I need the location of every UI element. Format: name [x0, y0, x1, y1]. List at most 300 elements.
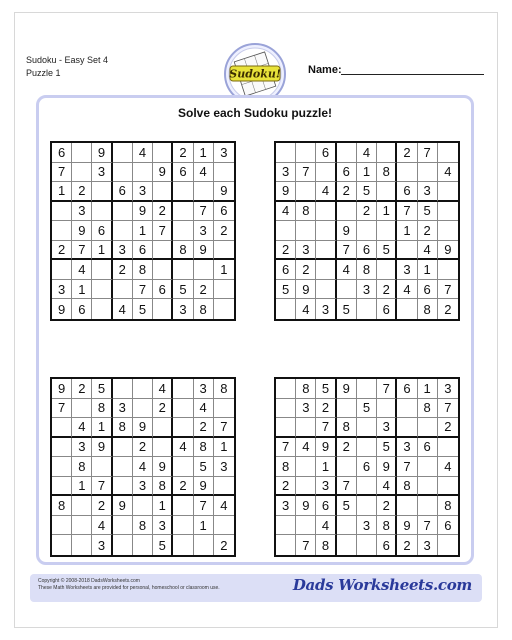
sudoku-cell[interactable]: 3 [296, 399, 316, 419]
sudoku-cell[interactable]: 3 [52, 280, 72, 300]
sudoku-cell[interactable] [173, 260, 193, 280]
sudoku-cell[interactable]: 9 [194, 477, 214, 497]
sudoku-cell[interactable] [113, 477, 133, 497]
sudoku-cell[interactable] [337, 535, 357, 555]
sudoku-cell[interactable] [173, 496, 193, 516]
sudoku-cell[interactable]: 4 [72, 418, 92, 438]
sudoku-cell[interactable]: 2 [220, 537, 228, 553]
sudoku-cell[interactable]: 3 [418, 182, 438, 202]
sudoku-cell[interactable] [357, 221, 377, 241]
sudoku-cell[interactable]: 7 [296, 535, 316, 555]
sudoku-cell[interactable] [418, 457, 438, 477]
sudoku-cell[interactable] [418, 477, 438, 497]
sudoku-cell[interactable]: 8 [173, 241, 193, 261]
sudoku-cell[interactable]: 4 [418, 241, 438, 261]
sudoku-cell[interactable]: 6 [377, 299, 397, 319]
sudoku-cell[interactable]: 2 [357, 202, 377, 222]
sudoku-cell[interactable]: 5 [133, 299, 153, 319]
sudoku-cell[interactable]: 5 [377, 241, 397, 261]
sudoku-cell[interactable]: 9 [52, 379, 72, 399]
sudoku-cell[interactable] [92, 182, 112, 202]
sudoku-cell[interactable]: 7 [397, 457, 417, 477]
sudoku-cell[interactable]: 6 [133, 241, 153, 261]
sudoku-cell[interactable]: 7 [337, 241, 357, 261]
sudoku-cell[interactable]: 2 [337, 438, 357, 458]
sudoku-cell[interactable]: 8 [418, 399, 438, 419]
sudoku-cell[interactable] [276, 399, 296, 419]
sudoku-cell[interactable] [438, 477, 458, 497]
sudoku-cell[interactable]: 2 [276, 477, 296, 497]
sudoku-cell[interactable] [337, 399, 357, 419]
sudoku-cell[interactable]: 5 [377, 438, 397, 458]
sudoku-cell[interactable]: 4 [296, 438, 316, 458]
sudoku-cell[interactable]: 8 [113, 418, 133, 438]
sudoku-cell[interactable]: 6 [276, 260, 296, 280]
sudoku-cell[interactable]: 7 [397, 202, 417, 222]
sudoku-cell[interactable] [153, 143, 173, 163]
sudoku-cell[interactable] [72, 399, 92, 419]
sudoku-cell[interactable]: 4 [357, 143, 377, 163]
sudoku-cell[interactable]: 2 [52, 241, 72, 261]
sudoku-cell[interactable]: 3 [357, 516, 377, 536]
sudoku-cell[interactable] [316, 163, 336, 183]
sudoku-cell[interactable] [214, 399, 234, 419]
sudoku-cell[interactable] [173, 457, 193, 477]
sudoku-cell[interactable] [337, 280, 357, 300]
sudoku-cell[interactable]: 8 [316, 535, 336, 555]
sudoku-cell[interactable] [316, 280, 336, 300]
sudoku-cell[interactable] [153, 241, 173, 261]
sudoku-cell[interactable]: 2 [444, 301, 452, 317]
sudoku-cell[interactable] [296, 182, 316, 202]
sudoku-cell[interactable]: 4 [72, 260, 92, 280]
sudoku-cell[interactable]: 2 [296, 260, 316, 280]
sudoku-cell[interactable]: 7 [296, 163, 316, 183]
sudoku-cell[interactable]: 3 [153, 516, 173, 536]
sudoku-cell[interactable] [52, 477, 72, 497]
sudoku-cell[interactable] [173, 399, 193, 419]
sudoku-cell[interactable] [92, 260, 112, 280]
sudoku-cell[interactable] [316, 202, 336, 222]
sudoku-cell[interactable] [397, 496, 417, 516]
sudoku-cell[interactable]: 4 [316, 182, 336, 202]
sudoku-cell[interactable]: 5 [337, 299, 357, 319]
sudoku-cell[interactable] [337, 516, 357, 536]
sudoku-cell[interactable]: 6 [357, 241, 377, 261]
sudoku-cell[interactable] [153, 418, 173, 438]
sudoku-cell[interactable] [113, 516, 133, 536]
sudoku-cell[interactable] [316, 241, 336, 261]
sudoku-cell[interactable]: 7 [418, 516, 438, 536]
sudoku-cell[interactable]: 4 [438, 163, 458, 183]
sudoku-cell[interactable]: 3 [72, 202, 92, 222]
sudoku-cell[interactable]: 6 [153, 280, 173, 300]
sudoku-cell[interactable] [92, 299, 112, 319]
sudoku-cell[interactable]: 3 [194, 221, 214, 241]
sudoku-cell[interactable] [377, 143, 397, 163]
sudoku-cell[interactable]: 1 [418, 379, 438, 399]
sudoku-cell[interactable] [194, 260, 214, 280]
sudoku-cell[interactable] [276, 221, 296, 241]
sudoku-cell[interactable]: 6 [337, 163, 357, 183]
sudoku-cell[interactable]: 8 [92, 399, 112, 419]
sudoku-cell[interactable] [397, 399, 417, 419]
sudoku-cell[interactable]: 4 [92, 516, 112, 536]
sudoku-cell[interactable] [173, 379, 193, 399]
sudoku-cell[interactable]: 3 [173, 299, 193, 319]
sudoku-cell[interactable] [377, 260, 397, 280]
sudoku-cell[interactable]: 6 [418, 280, 438, 300]
sudoku-cell[interactable]: 3 [92, 535, 112, 555]
sudoku-cell[interactable]: 4 [316, 516, 336, 536]
sudoku-cell[interactable]: 9 [153, 163, 173, 183]
sudoku-cell[interactable]: 2 [194, 280, 214, 300]
sudoku-cell[interactable] [72, 143, 92, 163]
sudoku-cell[interactable]: 2 [377, 496, 397, 516]
sudoku-cell[interactable] [357, 299, 377, 319]
sudoku-cell[interactable]: 3 [276, 496, 296, 516]
sudoku-cell[interactable]: 2 [214, 221, 234, 241]
sudoku-cell[interactable] [153, 299, 173, 319]
sudoku-cell[interactable]: 9 [153, 457, 173, 477]
sudoku-cell[interactable]: 3 [316, 299, 336, 319]
sudoku-cell[interactable]: 7 [92, 477, 112, 497]
sudoku-cell[interactable]: 5 [337, 496, 357, 516]
sudoku-cell[interactable] [214, 299, 234, 319]
sudoku-cell[interactable] [377, 182, 397, 202]
sudoku-cell[interactable] [113, 202, 133, 222]
sudoku-cell[interactable]: 7 [133, 280, 153, 300]
sudoku-cell[interactable]: 3 [133, 477, 153, 497]
name-line[interactable] [341, 74, 484, 75]
sudoku-cell[interactable] [438, 438, 458, 458]
sudoku-cell[interactable]: 1 [194, 516, 214, 536]
sudoku-cell[interactable]: 7 [316, 418, 336, 438]
sudoku-cell[interactable]: 6 [72, 299, 92, 319]
sudoku-cell[interactable]: 4 [113, 299, 133, 319]
sudoku-cell[interactable]: 6 [113, 182, 133, 202]
sudoku-cell[interactable] [316, 221, 336, 241]
sudoku-cell[interactable]: 2 [316, 399, 336, 419]
sudoku-cell[interactable]: 1 [214, 260, 234, 280]
sudoku-cell[interactable] [214, 477, 234, 497]
sudoku-cell[interactable]: 6 [397, 182, 417, 202]
sudoku-cell[interactable]: 2 [153, 202, 173, 222]
sudoku-cell[interactable]: 9 [276, 182, 296, 202]
sudoku-cell[interactable]: 8 [377, 516, 397, 536]
sudoku-cell[interactable] [438, 260, 458, 280]
sudoku-cell[interactable]: 3 [214, 457, 234, 477]
sudoku-cell[interactable]: 7 [337, 477, 357, 497]
sudoku-cell[interactable]: 1 [397, 221, 417, 241]
sudoku-cell[interactable] [173, 202, 193, 222]
sudoku-cell[interactable] [296, 477, 316, 497]
sudoku-cell[interactable]: 6 [357, 457, 377, 477]
sudoku-cell[interactable]: 1 [377, 202, 397, 222]
sudoku-cell[interactable]: 6 [438, 516, 458, 536]
sudoku-cell[interactable] [153, 182, 173, 202]
sudoku-cell[interactable]: 4 [173, 438, 193, 458]
sudoku-cell[interactable] [337, 143, 357, 163]
sudoku-cell[interactable]: 5 [276, 280, 296, 300]
sudoku-cell[interactable]: 5 [418, 202, 438, 222]
sudoku-cell[interactable]: 5 [194, 457, 214, 477]
sudoku-cell[interactable]: 4 [133, 457, 153, 477]
sudoku-cell[interactable] [357, 535, 377, 555]
sudoku-cell[interactable]: 2 [72, 379, 92, 399]
sudoku-cell[interactable]: 9 [194, 241, 214, 261]
sudoku-cell[interactable]: 8 [133, 260, 153, 280]
sudoku-cell[interactable] [113, 143, 133, 163]
sudoku-cell[interactable] [173, 516, 193, 536]
sudoku-cell[interactable] [92, 202, 112, 222]
sudoku-cell[interactable] [214, 516, 234, 536]
sudoku-cell[interactable]: 4 [133, 143, 153, 163]
sudoku-cell[interactable] [438, 202, 458, 222]
sudoku-cell[interactable] [438, 221, 458, 241]
sudoku-cell[interactable] [296, 516, 316, 536]
sudoku-cell[interactable] [153, 260, 173, 280]
sudoku-cell[interactable]: 2 [194, 418, 214, 438]
sudoku-cell[interactable]: 4 [194, 399, 214, 419]
sudoku-cell[interactable]: 2 [113, 260, 133, 280]
sudoku-cell[interactable]: 9 [337, 221, 357, 241]
sudoku-cell[interactable]: 2 [92, 496, 112, 516]
sudoku-cell[interactable] [133, 496, 153, 516]
sudoku-cell[interactable] [133, 163, 153, 183]
sudoku-cell[interactable]: 7 [214, 418, 234, 438]
sudoku-cell[interactable]: 9 [397, 516, 417, 536]
sudoku-cell[interactable]: 3 [214, 143, 234, 163]
sudoku-cell[interactable] [72, 496, 92, 516]
sudoku-cell[interactable]: 8 [153, 477, 173, 497]
sudoku-cell[interactable]: 1 [194, 143, 214, 163]
sudoku-cell[interactable]: 7 [418, 143, 438, 163]
sudoku-cell[interactable]: 1 [72, 280, 92, 300]
sudoku-cell[interactable]: 6 [92, 221, 112, 241]
sudoku-cell[interactable] [276, 379, 296, 399]
sudoku-cell[interactable] [52, 260, 72, 280]
sudoku-cell[interactable]: 4 [337, 260, 357, 280]
sudoku-cell[interactable]: 2 [173, 143, 193, 163]
sudoku-cell[interactable] [52, 516, 72, 536]
sudoku-cell[interactable]: 3 [113, 399, 133, 419]
sudoku-cell[interactable]: 4 [214, 496, 234, 516]
sudoku-cell[interactable] [173, 418, 193, 438]
sudoku-cell[interactable]: 2 [72, 182, 92, 202]
sudoku-cell[interactable] [113, 163, 133, 183]
sudoku-cell[interactable] [397, 163, 417, 183]
sudoku-cell[interactable] [113, 379, 133, 399]
sudoku-cell[interactable] [397, 241, 417, 261]
sudoku-cell[interactable]: 9 [337, 379, 357, 399]
sudoku-cell[interactable]: 3 [316, 477, 336, 497]
sudoku-cell[interactable]: 7 [276, 438, 296, 458]
sudoku-cell[interactable]: 1 [133, 221, 153, 241]
sudoku-cell[interactable] [357, 477, 377, 497]
sudoku-cell[interactable]: 5 [173, 280, 193, 300]
sudoku-cell[interactable]: 3 [92, 163, 112, 183]
sudoku-cell[interactable]: 6 [173, 163, 193, 183]
sudoku-cell[interactable]: 3 [296, 241, 316, 261]
sudoku-cell[interactable]: 9 [296, 280, 316, 300]
sudoku-cell[interactable] [52, 202, 72, 222]
sudoku-cell[interactable]: 3 [276, 163, 296, 183]
sudoku-cell[interactable]: 4 [397, 280, 417, 300]
sudoku-cell[interactable] [173, 221, 193, 241]
sudoku-cell[interactable]: 6 [214, 202, 234, 222]
sudoku-cell[interactable]: 3 [397, 438, 417, 458]
sudoku-cell[interactable]: 2 [337, 182, 357, 202]
sudoku-cell[interactable]: 6 [397, 379, 417, 399]
sudoku-cell[interactable] [92, 280, 112, 300]
sudoku-cell[interactable]: 8 [133, 516, 153, 536]
sudoku-cell[interactable]: 5 [153, 535, 173, 555]
sudoku-cell[interactable] [276, 516, 296, 536]
sudoku-cell[interactable]: 7 [52, 163, 72, 183]
sudoku-cell[interactable] [113, 535, 133, 555]
sudoku-cell[interactable]: 4 [438, 457, 458, 477]
sudoku-cell[interactable] [52, 418, 72, 438]
sudoku-cell[interactable] [113, 457, 133, 477]
sudoku-cell[interactable] [296, 221, 316, 241]
sudoku-cell[interactable]: 8 [276, 457, 296, 477]
sudoku-cell[interactable]: 2 [438, 418, 458, 438]
sudoku-cell[interactable] [52, 221, 72, 241]
sudoku-cell[interactable] [296, 143, 316, 163]
sudoku-cell[interactable]: 2 [276, 241, 296, 261]
sudoku-cell[interactable] [418, 418, 438, 438]
sudoku-cell[interactable]: 3 [113, 241, 133, 261]
sudoku-cell[interactable] [276, 535, 296, 555]
sudoku-cell[interactable]: 8 [397, 477, 417, 497]
sudoku-cell[interactable]: 5 [357, 399, 377, 419]
sudoku-cell[interactable]: 3 [418, 535, 438, 555]
sudoku-cell[interactable] [52, 438, 72, 458]
sudoku-cell[interactable]: 7 [438, 399, 458, 419]
sudoku-cell[interactable]: 6 [316, 496, 336, 516]
sudoku-cell[interactable] [337, 202, 357, 222]
sudoku-cell[interactable] [173, 182, 193, 202]
sudoku-cell[interactable] [153, 438, 173, 458]
sudoku-cell[interactable]: 4 [194, 163, 214, 183]
sudoku-cell[interactable]: 3 [133, 182, 153, 202]
sudoku-cell[interactable] [52, 535, 72, 555]
sudoku-cell[interactable]: 7 [194, 202, 214, 222]
sudoku-cell[interactable]: 9 [214, 182, 234, 202]
sudoku-cell[interactable] [357, 438, 377, 458]
sudoku-cell[interactable] [337, 457, 357, 477]
sudoku-cell[interactable]: 8 [72, 457, 92, 477]
sudoku-cell[interactable] [438, 182, 458, 202]
sudoku-cell[interactable]: 3 [377, 418, 397, 438]
sudoku-cell[interactable]: 1 [357, 163, 377, 183]
sudoku-cell[interactable]: 7 [377, 379, 397, 399]
sudoku-cell[interactable] [438, 535, 458, 555]
sudoku-cell[interactable]: 8 [337, 418, 357, 438]
sudoku-cell[interactable]: 5 [316, 379, 336, 399]
sudoku-cell[interactable]: 7 [194, 496, 214, 516]
sudoku-cell[interactable]: 1 [72, 477, 92, 497]
sudoku-cell[interactable]: 2 [153, 399, 173, 419]
sudoku-cell[interactable]: 3 [438, 379, 458, 399]
sudoku-cell[interactable] [194, 182, 214, 202]
sudoku-cell[interactable]: 1 [153, 496, 173, 516]
sudoku-cell[interactable] [52, 457, 72, 477]
sudoku-cell[interactable]: 8 [194, 299, 214, 319]
sudoku-cell[interactable]: 8 [438, 496, 458, 516]
sudoku-cell[interactable] [72, 516, 92, 536]
sudoku-cell[interactable] [316, 260, 336, 280]
sudoku-cell[interactable] [377, 221, 397, 241]
sudoku-cell[interactable]: 8 [357, 260, 377, 280]
sudoku-cell[interactable]: 8 [296, 379, 316, 399]
sudoku-cell[interactable]: 4 [153, 379, 173, 399]
sudoku-cell[interactable]: 4 [377, 477, 397, 497]
sudoku-cell[interactable] [357, 418, 377, 438]
sudoku-cell[interactable]: 5 [92, 379, 112, 399]
sudoku-cell[interactable]: 1 [92, 241, 112, 261]
sudoku-cell[interactable] [397, 418, 417, 438]
sudoku-cell[interactable]: 5 [357, 182, 377, 202]
sudoku-cell[interactable] [133, 399, 153, 419]
sudoku-cell[interactable]: 6 [377, 535, 397, 555]
sudoku-cell[interactable]: 6 [52, 143, 72, 163]
sudoku-cell[interactable]: 3 [194, 379, 214, 399]
sudoku-cell[interactable]: 8 [214, 379, 234, 399]
sudoku-cell[interactable] [418, 496, 438, 516]
sudoku-cell[interactable]: 8 [418, 299, 438, 319]
sudoku-cell[interactable] [357, 379, 377, 399]
sudoku-cell[interactable] [276, 299, 296, 319]
sudoku-cell[interactable] [113, 280, 133, 300]
sudoku-cell[interactable]: 8 [52, 496, 72, 516]
sudoku-cell[interactable] [214, 163, 234, 183]
sudoku-cell[interactable]: 7 [153, 221, 173, 241]
sudoku-cell[interactable]: 7 [52, 399, 72, 419]
sudoku-cell[interactable] [194, 535, 214, 555]
sudoku-cell[interactable]: 9 [316, 438, 336, 458]
sudoku-cell[interactable] [133, 379, 153, 399]
sudoku-cell[interactable] [296, 457, 316, 477]
sudoku-cell[interactable] [276, 143, 296, 163]
sudoku-cell[interactable]: 8 [377, 163, 397, 183]
sudoku-cell[interactable] [72, 163, 92, 183]
sudoku-cell[interactable]: 1 [214, 438, 234, 458]
sudoku-cell[interactable] [133, 535, 153, 555]
sudoku-cell[interactable]: 9 [92, 143, 112, 163]
sudoku-cell[interactable]: 7 [438, 280, 458, 300]
sudoku-cell[interactable] [92, 457, 112, 477]
sudoku-cell[interactable]: 3 [357, 280, 377, 300]
sudoku-cell[interactable]: 9 [113, 496, 133, 516]
sudoku-cell[interactable]: 1 [316, 457, 336, 477]
sudoku-cell[interactable]: 1 [52, 182, 72, 202]
sudoku-cell[interactable] [173, 535, 193, 555]
sudoku-cell[interactable]: 6 [316, 143, 336, 163]
sudoku-cell[interactable] [418, 163, 438, 183]
sudoku-cell[interactable] [438, 143, 458, 163]
sudoku-cell[interactable] [214, 280, 234, 300]
sudoku-cell[interactable]: 1 [92, 418, 112, 438]
sudoku-cell[interactable]: 8 [194, 438, 214, 458]
sudoku-cell[interactable]: 9 [133, 418, 153, 438]
sudoku-cell[interactable]: 1 [418, 260, 438, 280]
sudoku-cell[interactable] [357, 496, 377, 516]
sudoku-cell[interactable]: 6 [418, 438, 438, 458]
sudoku-cell[interactable]: 2 [173, 477, 193, 497]
sudoku-cell[interactable] [72, 535, 92, 555]
